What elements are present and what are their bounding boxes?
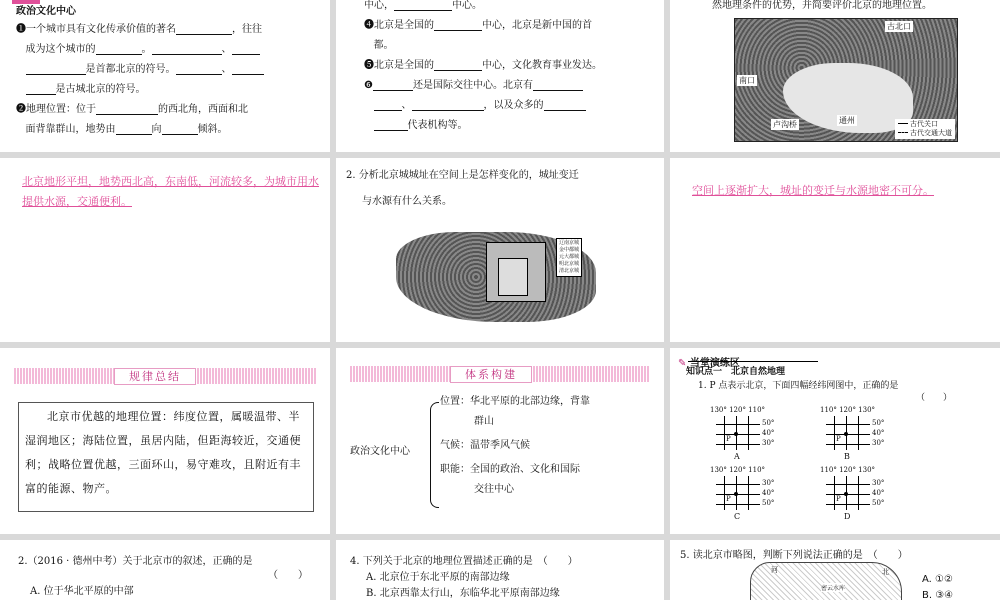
slide-5: 2. 分析北京城城址在空间上是怎样变化的，城址变迁 与水源有什么关系。 辽南京城 金中都城 元大都城 明北京城 清北京城 (336, 158, 664, 342)
slide-2: 中心， 中心。 ❹北京是全国的 中心，北京是新中国的首 都。 ❺北京是全国的 中心，文化教育事业发达。 ❻ 还是国际交往中心。北京有 、 ，以及众多的 代表机构等。 (336, 0, 664, 152)
summary-box: 北京市优越的地理位置：纬度位置，属暖温带、半湿润地区；海陆位置，虽居内陆，但距海较近，交通便利；战略位置优越，三面环山，易守难攻，且附近有丰富的能源、物产。 (18, 402, 314, 512)
slide-3: 然地理条件的优势，并简要评价北京的地理位置。 古北口 南口 卢沟桥 通州 古代关口 古代交通大道 (670, 0, 1000, 152)
answer-text: 空间上逐渐扩大，城址的变迁与水源地密不可分。 (692, 184, 934, 197)
map-legend: 辽南京城 金中都城 元大都城 明北京城 清北京城 (556, 238, 582, 277)
slide-6 (670, 158, 1000, 342)
slide-4 (0, 158, 330, 342)
latlon-grid-c: 130° 120° 110° 30° 40° 50° P C (710, 466, 775, 521)
slide-8: 体系构建 政治文化中心 位置：华北平原的北部边缘，背靠 群山 气候：温带季风气候 职能：全国的政治、文化和国际 交往中心 (336, 348, 664, 534)
slide-11: 4. 下列关于北京的地理位置描述正确的是 （ ） A. 北京位于东北平原的南部边缘 B. 北京西靠太行山，东临华北平原南部边缘 (336, 540, 664, 600)
beijing-terrain-map: 古北口 南口 卢沟桥 通州 古代关口 古代交通大道 (734, 18, 958, 142)
latlon-grid-b: 110° 120° 130° 50° 40° 30° P B (820, 406, 885, 461)
latlon-grid-d: 110° 120° 130° 30° 40° 50° P D (820, 466, 885, 521)
beijing-sketch-map: 河 北 密云水库 (750, 562, 902, 600)
latlon-grid-a: 130° 120° 110° 50° 40° 30° P A (710, 406, 775, 461)
title-banner: 体系构建 (350, 366, 650, 382)
slide-10: 2.（2016 · 德州中考）关于北京市的叙述，正确的是 （ ） A. 位于华北平原的中部 (0, 540, 330, 600)
slide-1: 政治文化中心 ❶一个城市具有文化传承价值的著名 ，往往 成为这个城市的 。 、 是首都北京的符号。 、 是古城北京的符号。 ❷地理位置：位于 的西北角，西面和北 面背靠群山，地势由 向 倾斜。 (0, 0, 330, 152)
title-banner: 规律总结 (14, 368, 316, 384)
map-legend: 古代关口 古代交通大道 (895, 119, 955, 139)
tree-root: 政治文化中心 (350, 446, 410, 457)
slide-7 (0, 348, 330, 534)
slide-9: ✎ 当堂演练区 知识点一 北京自然地理 1. P 点表示北京，下面四幅经纬网图中，正确的是 （ ） 130° 120° 110° 50° 40° 30° P A 110° 120° 130° 50° 40° 30° P B 130° 120° 110° 30° 40° 50° P C 110° 120° 130° 30° 40° 50° P D (670, 348, 1000, 534)
beijing-city-evolution-map (386, 222, 606, 330)
answer-text: 北京地形平坦，地势西北高，东南低，河流较多，为城市用水提供水源，交通便利。 (22, 175, 319, 208)
tree-bracket (430, 402, 439, 508)
slide-12: 5. 读北京市略图，判断下列说法正确的是 （ ） 河 北 密云水库 A. ①② B. ③④ (670, 540, 1000, 600)
section-header: 政治文化中心 (16, 6, 76, 17)
section-header: ✎ 当堂演练区 (678, 358, 740, 369)
